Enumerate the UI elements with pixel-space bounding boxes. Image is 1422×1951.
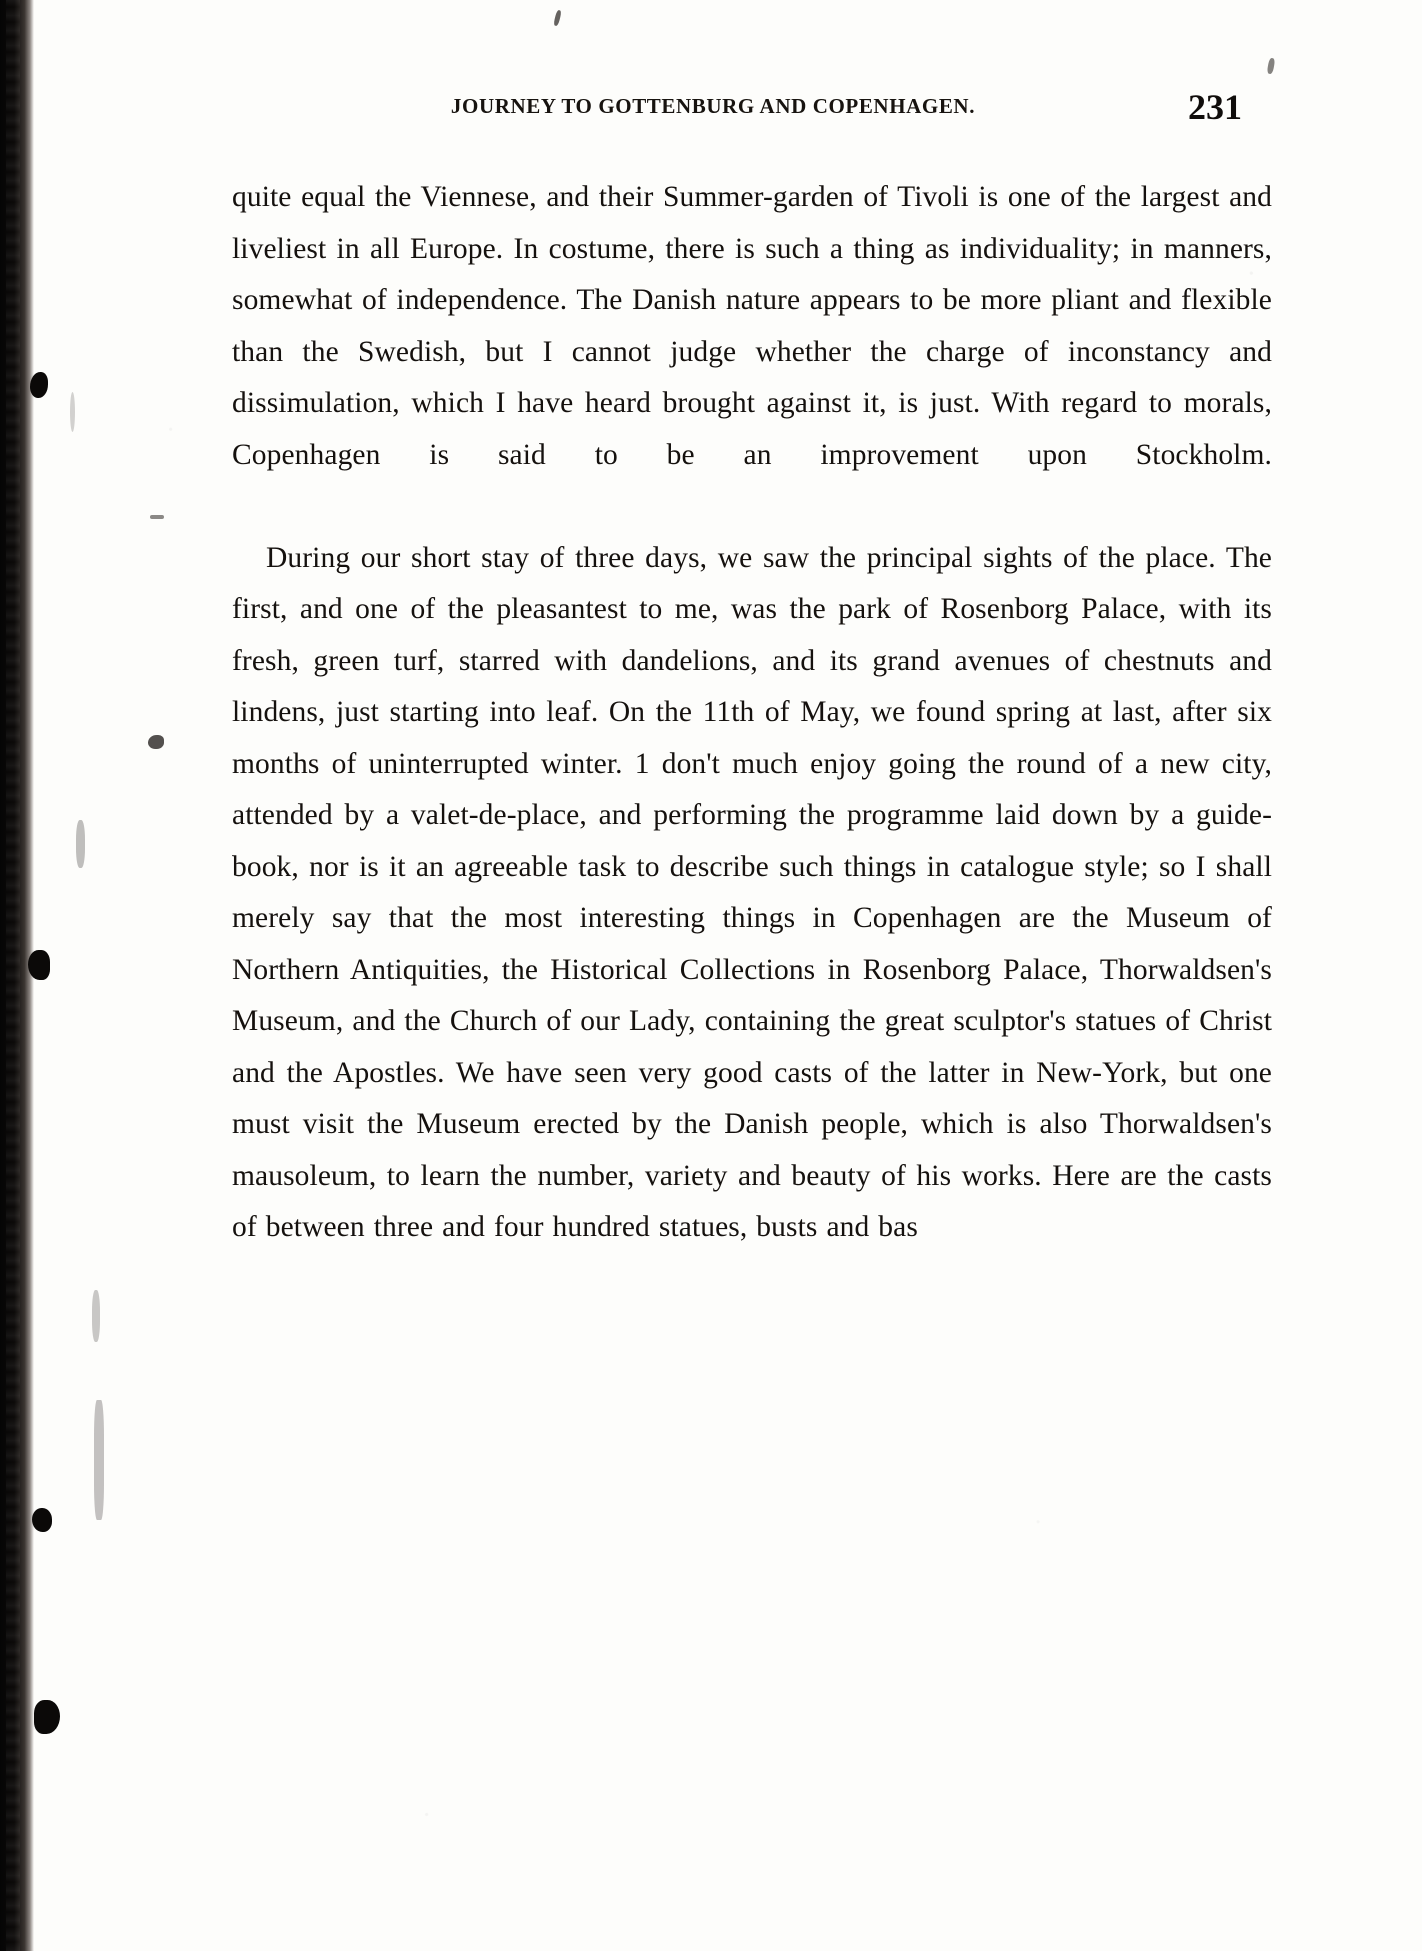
paragraph: During our short stay of three days, we saw the principal sights of the place. The first, and one of the pleasantest to me, was the park of Rosenborg Palace, with its fresh, green turf, starred with dandelions, and its grand avenues of chestnuts and lindens, just starting into leaf. On the 11th of May, we found spring at last, after six months of uninterrupted winter. 1 don't much enjoy going the round of a new city, attended by a valet-de-place, and performing the programme laid down by a guide-book, nor is it an agreeable task to describe such things in catalogue style; so I shall merely say that the most interesting things in Copenhagen are the Museum of Northern Antiquities, the Historical Collections in Rosenborg Palace, Thorwaldsen's Museum, and the Church of our Lady, containing the great sculptor's statues of Christ and the Apostles. We have seen very good casts of the latter in New-York, but one must visit the Museum erected by the Danish people, which is also Thorwaldsen's mausoleum, to learn the number, variety and beauty of his works. Here are the casts of between three and four hundred statues, busts and bas [232, 541, 1272, 1243]
margin-smudge [553, 10, 562, 27]
binding-gutter-shadow [0, 0, 34, 1951]
margin-smudge [148, 735, 164, 749]
body-text [232, 172, 1272, 1254]
margin-smudge [94, 1400, 104, 1520]
margin-smudge [150, 515, 164, 519]
ink-blot [30, 372, 48, 398]
margin-smudge [92, 1290, 100, 1342]
running-head-title: JOURNEY TO GOTTENBURG AND COPENHAGEN. [450, 94, 976, 118]
page-number: 231 [1188, 87, 1242, 127]
margin-smudge [70, 392, 75, 432]
margin-smudge [76, 820, 85, 868]
paragraph: quite equal the Viennese, and their Summer-garden of Tivoli is one of the largest and liveliest in all Europe. In costume, there is such a thing as individuality; in manners, somewhat of independence. The Danish nature appears to be more pliant and flexible than the Swedish, but I cannot judge whether the charge of inconstancy and dissimulation, which I have heard brought against it, is just. With regard to morals, Copenhagen is said to be an improvement upon Stockholm. [232, 181, 1272, 471]
ink-blot [32, 1508, 52, 1532]
ink-blot [28, 950, 50, 980]
ink-blot [34, 1700, 60, 1734]
margin-smudge [1267, 58, 1276, 75]
